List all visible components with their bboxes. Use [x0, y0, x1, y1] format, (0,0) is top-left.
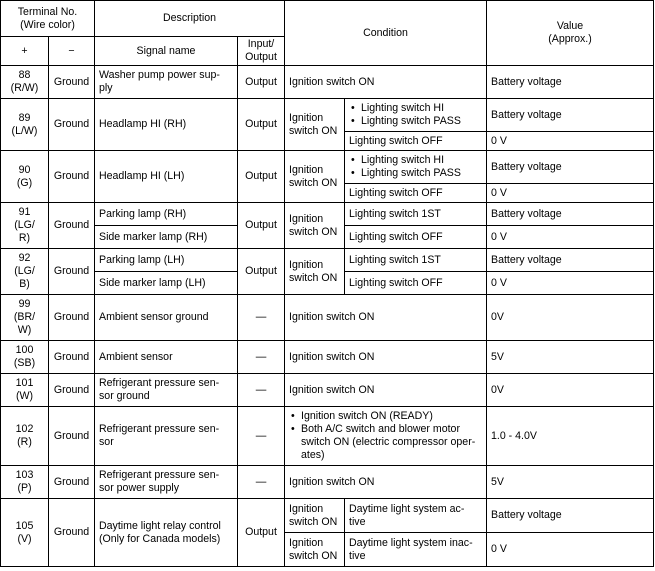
ground-cell: Ground [49, 341, 95, 374]
signal-cell: Refrigerant pressure sen- sor power supply [95, 466, 238, 499]
ground-cell: Ground [49, 374, 95, 407]
condition-cell: Ignition switch ON [285, 341, 487, 374]
signal-cell: Side marker lamp (RH) [95, 226, 238, 249]
table-row [1, 341, 654, 374]
io-cell: — [238, 407, 285, 466]
table-row [1, 99, 654, 132]
value-cell: Battery voltage [487, 66, 654, 99]
ignition-cell: Ignition switch ON [285, 533, 345, 567]
terminal-cell: 105 (V) [1, 499, 49, 567]
table-row [1, 295, 654, 341]
terminal-cell: 100 (SB) [1, 341, 49, 374]
io-cell: Output [238, 203, 285, 249]
description-header: Description [95, 1, 285, 37]
signal-cell: Refrigerant pressure sen- sor [95, 407, 238, 466]
ground-cell: Ground [49, 249, 95, 295]
io-cell: — [238, 374, 285, 407]
condition-cell: Lighting switch 1ST [345, 203, 487, 226]
terminal-cell: 89 (L/W) [1, 99, 49, 151]
table-row [1, 466, 654, 499]
ignition-cell: Ignition switch ON [285, 99, 345, 151]
signal-cell: Daytime light relay control (Only for Canada models) [95, 499, 238, 567]
condition-cell: Ignition switch ON [285, 66, 487, 99]
value-cell: 0V [487, 295, 654, 341]
value-cell: Battery voltage [487, 249, 654, 272]
ignition-cell: Ignition switch ON [285, 151, 345, 203]
ground-cell: Ground [49, 295, 95, 341]
ignition-cell: Ignition switch ON [285, 203, 345, 249]
condition-cell: Lighting switch OFF [345, 272, 487, 295]
value-cell: 1.0 - 4.0V [487, 407, 654, 466]
terminal-cell: 103 (P) [1, 466, 49, 499]
terminal-no-header: Terminal No. (Wire color) [1, 1, 95, 37]
condition-cell: • Ignition switch ON (READY) • Both A/C switch and blower motor switch ON (electric compressor oper-ates) [285, 407, 487, 466]
minus-header: − [49, 37, 95, 66]
io-cell: Output [238, 99, 285, 151]
value-header: Value (Approx.) [487, 1, 654, 66]
condition-cell: Lighting switch OFF [345, 226, 487, 249]
terminal-cell: 92 (LG/ B) [1, 249, 49, 295]
table-row [1, 374, 654, 407]
condition-cell: • Lighting switch HI • Lighting switch PASS [345, 151, 487, 184]
table-row [1, 407, 654, 466]
table-row [1, 499, 654, 533]
signal-cell: Parking lamp (LH) [95, 249, 238, 272]
value-cell: 0V [487, 374, 654, 407]
signal-name-header: Signal name [95, 37, 238, 66]
table-row [1, 66, 654, 99]
ignition-cell: Ignition switch ON [285, 249, 345, 295]
value-cell: Battery voltage [487, 203, 654, 226]
signal-cell: Headlamp HI (RH) [95, 99, 238, 151]
table-row [1, 203, 654, 226]
table-row [1, 249, 654, 272]
value-cell: 0 V [487, 184, 654, 203]
signal-cell: Ambient sensor ground [95, 295, 238, 341]
condition-cell: Lighting switch OFF [345, 132, 487, 151]
condition-cell: • Lighting switch HI • Lighting switch PASS [345, 99, 487, 132]
io-cell: — [238, 295, 285, 341]
condition-cell: Ignition switch ON [285, 466, 487, 499]
terminal-cell: 91 (LG/ R) [1, 203, 49, 249]
terminal-cell: 101 (W) [1, 374, 49, 407]
value-cell: Battery voltage [487, 151, 654, 184]
value-cell: 5V [487, 341, 654, 374]
signal-cell: Refrigerant pressure sen- sor ground [95, 374, 238, 407]
io-cell: — [238, 341, 285, 374]
ground-cell: Ground [49, 151, 95, 203]
condition-cell: Lighting switch 1ST [345, 249, 487, 272]
value-cell: 0 V [487, 272, 654, 295]
value-cell: 0 V [487, 226, 654, 249]
ground-cell: Ground [49, 499, 95, 567]
value-cell: 0 V [487, 132, 654, 151]
condition-cell: Daytime light system ac- tive [345, 499, 487, 533]
ground-cell: Ground [49, 466, 95, 499]
io-cell: Output [238, 499, 285, 567]
terminal-cell: 88 (R/W) [1, 66, 49, 99]
signal-cell: Washer pump power sup- ply [95, 66, 238, 99]
ignition-cell: Ignition switch ON [285, 499, 345, 533]
signal-cell: Parking lamp (RH) [95, 203, 238, 226]
signal-cell: Ambient sensor [95, 341, 238, 374]
condition-cell: Lighting switch OFF [345, 184, 487, 203]
input-output-header: Input/ Output [238, 37, 285, 66]
signal-cell: Side marker lamp (LH) [95, 272, 238, 295]
ground-cell: Ground [49, 203, 95, 249]
value-cell: 5V [487, 466, 654, 499]
terminal-cell: 90 (G) [1, 151, 49, 203]
ground-cell: Ground [49, 99, 95, 151]
table-row [1, 151, 654, 184]
io-cell: Output [238, 66, 285, 99]
io-cell: Output [238, 249, 285, 295]
terminal-cell: 102 (R) [1, 407, 49, 466]
ground-cell: Ground [49, 66, 95, 99]
io-cell: Output [238, 151, 285, 203]
condition-header: Condition [285, 1, 487, 66]
terminal-cell: 99 (BR/ W) [1, 295, 49, 341]
value-cell: Battery voltage [487, 499, 654, 533]
value-cell: Battery voltage [487, 99, 654, 132]
condition-cell: Ignition switch ON [285, 295, 487, 341]
condition-cell: Daytime light system inac- tive [345, 533, 487, 567]
signal-cell: Headlamp HI (LH) [95, 151, 238, 203]
ground-cell: Ground [49, 407, 95, 466]
condition-cell: Ignition switch ON [285, 374, 487, 407]
io-cell: — [238, 466, 285, 499]
plus-header: + [1, 37, 49, 66]
value-cell: 0 V [487, 533, 654, 567]
